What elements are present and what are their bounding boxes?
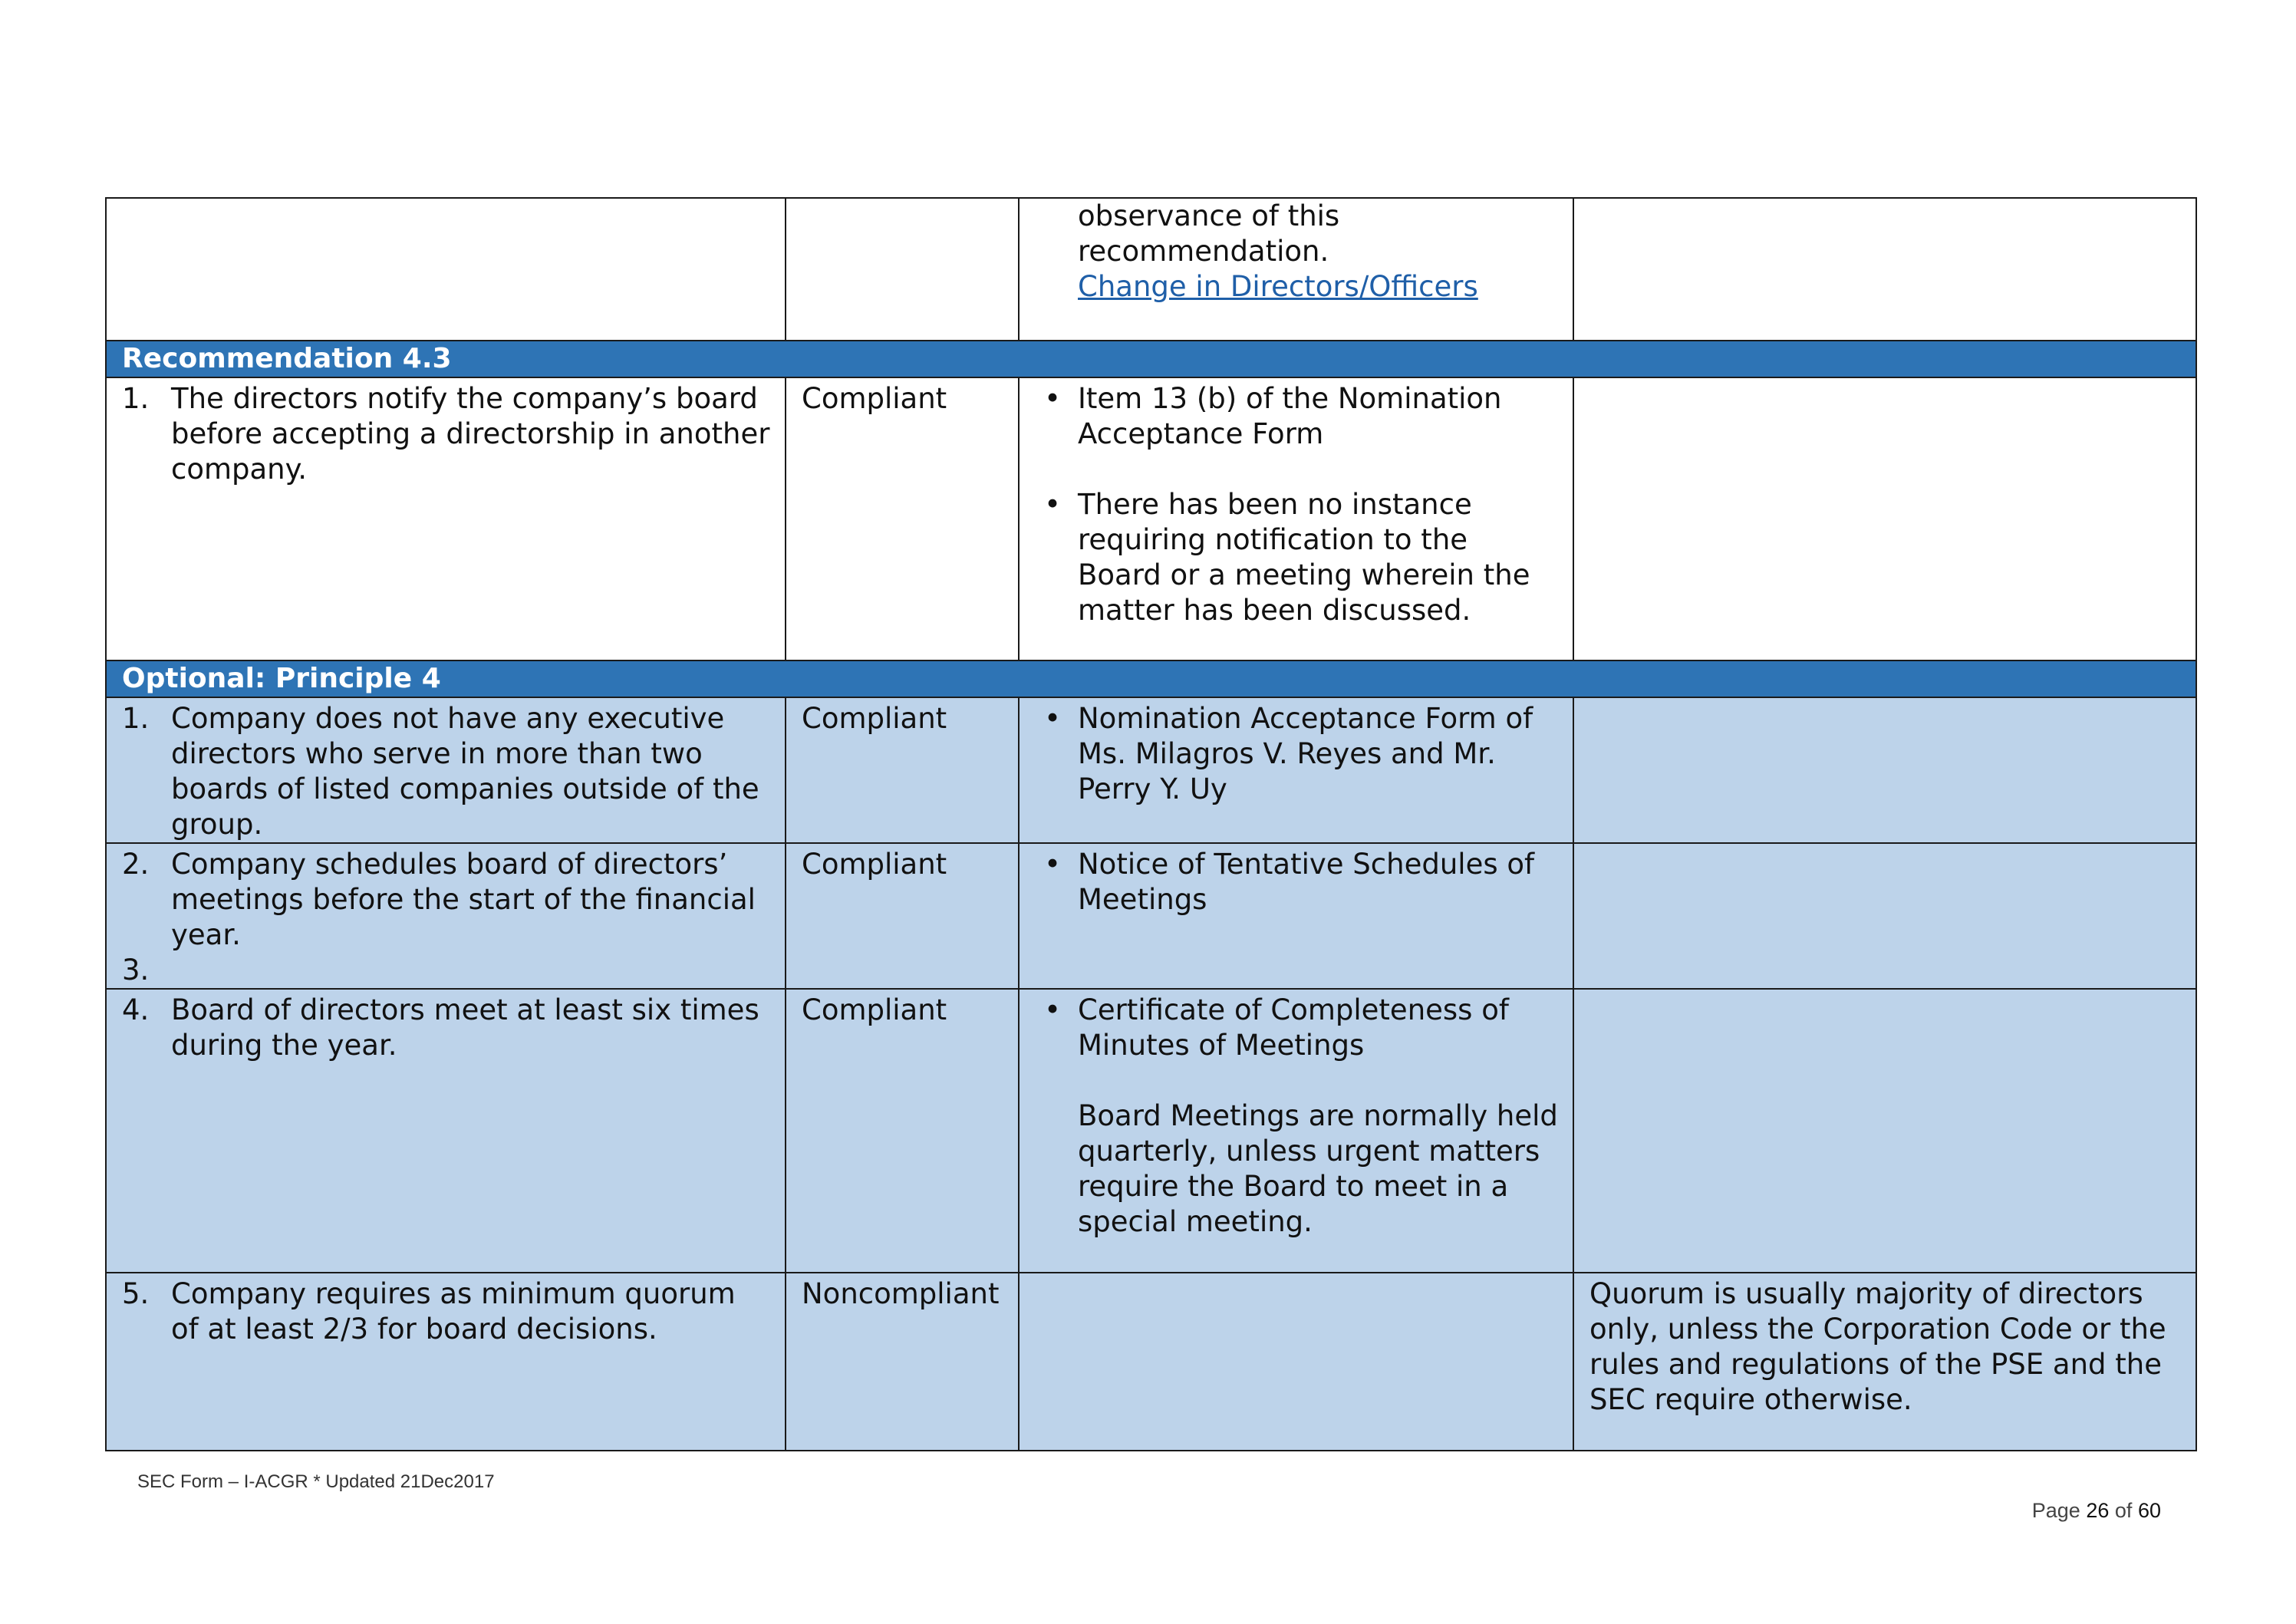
item-text: The directors notify the company’s board before accepting a directorship in another company. [171, 382, 770, 486]
section-header-row [106, 341, 2196, 377]
table-row [106, 989, 2196, 1273]
evidence-cell [1019, 198, 1573, 341]
compliance-status: Compliant [802, 702, 947, 735]
section-header-row [106, 660, 2196, 697]
evidence-cell [1019, 1273, 1573, 1451]
status-cell [786, 198, 1019, 341]
page-number: 26 [2086, 1499, 2110, 1522]
evidence-bullet-text: Certificate of Completeness of Minutes of Meetings [1078, 993, 1509, 1062]
bullet-icon: • [1044, 702, 1061, 735]
evidence-cell [1019, 377, 1573, 660]
recommendation-cell [106, 697, 786, 843]
item-number: 4. [122, 993, 150, 1026]
compliance-status: Noncompliant [802, 1277, 1000, 1310]
item-number: 3. [122, 954, 150, 987]
evidence-paragraph: Board Meetings are normally held quarterly, unless urgent matters require the Board to meet in a special meeting. [1078, 1099, 1558, 1238]
remarks-text [1574, 844, 2196, 847]
table-row [106, 697, 2196, 843]
change-in-directors-link[interactable]: Change in Directors/Officers [1078, 270, 1478, 303]
evidence-line: observance of this [1078, 199, 1340, 232]
table-row [106, 1273, 2196, 1451]
optional-principle-4-header: Optional: Principle 4 [106, 660, 2196, 697]
acgr-compliance-table [105, 197, 2197, 1451]
compliance-status: Compliant [802, 993, 947, 1026]
evidence-cell [1019, 989, 1573, 1273]
evidence-cell [1019, 843, 1573, 989]
status-cell [786, 377, 1019, 660]
recommendation-cell [106, 1273, 786, 1451]
continuation-row [106, 198, 2196, 341]
evidence-bullet-text: Notice of Tentative Schedules of Meetings [1078, 848, 1535, 916]
item-number: 5. [122, 1277, 150, 1310]
evidence-line: recommendation. [1078, 235, 1329, 268]
status-cell [786, 843, 1019, 989]
status-cell [786, 697, 1019, 843]
recommendation-cell [106, 989, 786, 1273]
of-word: of [2114, 1499, 2133, 1522]
item-number: 1. [122, 382, 150, 415]
item-number: 1. [122, 702, 150, 735]
remarks-text [1574, 990, 2196, 993]
status-cell [786, 1273, 1019, 1451]
recommendation-4-3-header: Recommendation 4.3 [106, 341, 2196, 377]
item-number: 2. [122, 848, 150, 881]
remarks-cell [1573, 377, 2196, 660]
page-indicator [2032, 1499, 2161, 1523]
recommendation-cell [106, 198, 786, 341]
remarks-cell [1573, 198, 2196, 341]
remarks-cell [1573, 843, 2196, 989]
remarks-text: Quorum is usually majority of directors only, unless the Corporation Code or the rules and regulations of the PSE and the SEC require otherwise. [1589, 1277, 2166, 1416]
item-text: Company schedules board of directors’ meetings before the start of the financial year. [171, 848, 756, 951]
recommendation-cell [106, 377, 786, 660]
form-footer-label: SEC Form – I-ACGR * Updated 21Dec2017 [137, 1471, 495, 1492]
total-pages: 60 [2137, 1499, 2161, 1522]
item-text: Board of directors meet at least six times during the year. [171, 993, 759, 1062]
remarks-text [1574, 378, 2196, 381]
remarks-cell [1573, 1273, 2196, 1451]
bullet-icon: • [1044, 488, 1061, 521]
status-cell [786, 989, 1019, 1273]
recommendation-cell [106, 843, 786, 989]
evidence-bullet-text: There has been no instance requiring notification to the Board or a meeting wherein the matter has been discussed. [1078, 488, 1530, 627]
table-row [106, 377, 2196, 660]
bullet-icon: • [1044, 848, 1061, 881]
table-row [106, 843, 2196, 989]
evidence-cell [1019, 697, 1573, 843]
bullet-icon: • [1044, 382, 1061, 415]
item-text: Company does not have any executive directors who serve in more than two boards of listed companies outside of the group. [171, 702, 759, 841]
compliance-status: Compliant [802, 382, 947, 415]
evidence-bullet-text: Item 13 (b) of the Nomination Acceptance Form [1078, 382, 1502, 450]
page-word: Page [2031, 1499, 2080, 1522]
compliance-status: Compliant [802, 848, 947, 881]
remarks-text [1574, 698, 2196, 701]
item-text: Company requires as minimum quorum of at least 2/3 for board decisions. [171, 1277, 736, 1346]
remarks-cell [1573, 989, 2196, 1273]
remarks-cell [1573, 697, 2196, 843]
evidence-bullet-text: Nomination Acceptance Form of Ms. Milagros V. Reyes and Mr. Perry Y. Uy [1078, 702, 1533, 805]
bullet-icon: • [1044, 993, 1061, 1026]
